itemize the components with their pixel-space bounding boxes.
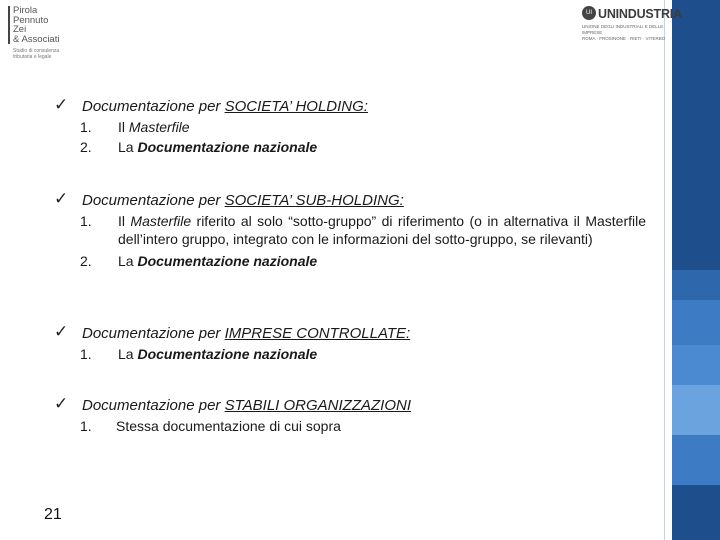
divider-line [664, 0, 665, 540]
section-sub-holding [54, 189, 646, 270]
section-heading: ✓ Documentazione per SOCIETA’ SUB-HOLDING: [54, 189, 404, 209]
pirola-logo: Pirola Pennuto Zei & Associati Studio di consulenza tributaria e legale [8, 6, 70, 62]
checkmark-icon: ✓ [54, 189, 69, 208]
checkmark-icon: ✓ [54, 394, 69, 413]
page-number: 21 [44, 506, 62, 523]
section-stabili-organizzazioni [54, 394, 646, 435]
section-heading: ✓ Documentazione per STABILI ORGANIZZAZIONI [54, 394, 412, 414]
section-holding [54, 95, 646, 156]
list-item: 1. Il Masterfile riferito al solo “sotto-gruppo” di riferimento (o in alternativa il Masterfile dell’intero gruppo, integrato con le informazioni del sotto-gruppo, se rilevanti) [80, 213, 646, 247]
list-item: 2. La Documentazione nazionale [80, 139, 318, 155]
list-item: 2. La Documentazione nazionale [80, 253, 318, 269]
section-imprese-controllate [54, 322, 646, 363]
checkmark-icon: ✓ [54, 322, 69, 341]
unindustria-emblem-icon: UI [582, 6, 596, 20]
checkmark-icon: ✓ [54, 95, 69, 114]
list-item: 1. Il Masterfile [80, 119, 190, 135]
list-item: 1. Stessa documentazione di cui sopra [80, 418, 341, 434]
list-item: 1. La Documentazione nazionale [80, 346, 318, 362]
side-stripe [672, 0, 720, 540]
section-heading: ✓ Documentazione per IMPRESE CONTROLLATE: [54, 322, 411, 342]
unindustria-logo: UI UNINDUSTRIA UNIONE DEGLI INDUSTRIALI E DELLE IMPRESE ROMA · FROSINONE · RIETI · VITERBO [582, 7, 682, 41]
section-heading: ✓ Documentazione per SOCIETA’ HOLDING: [54, 95, 368, 115]
